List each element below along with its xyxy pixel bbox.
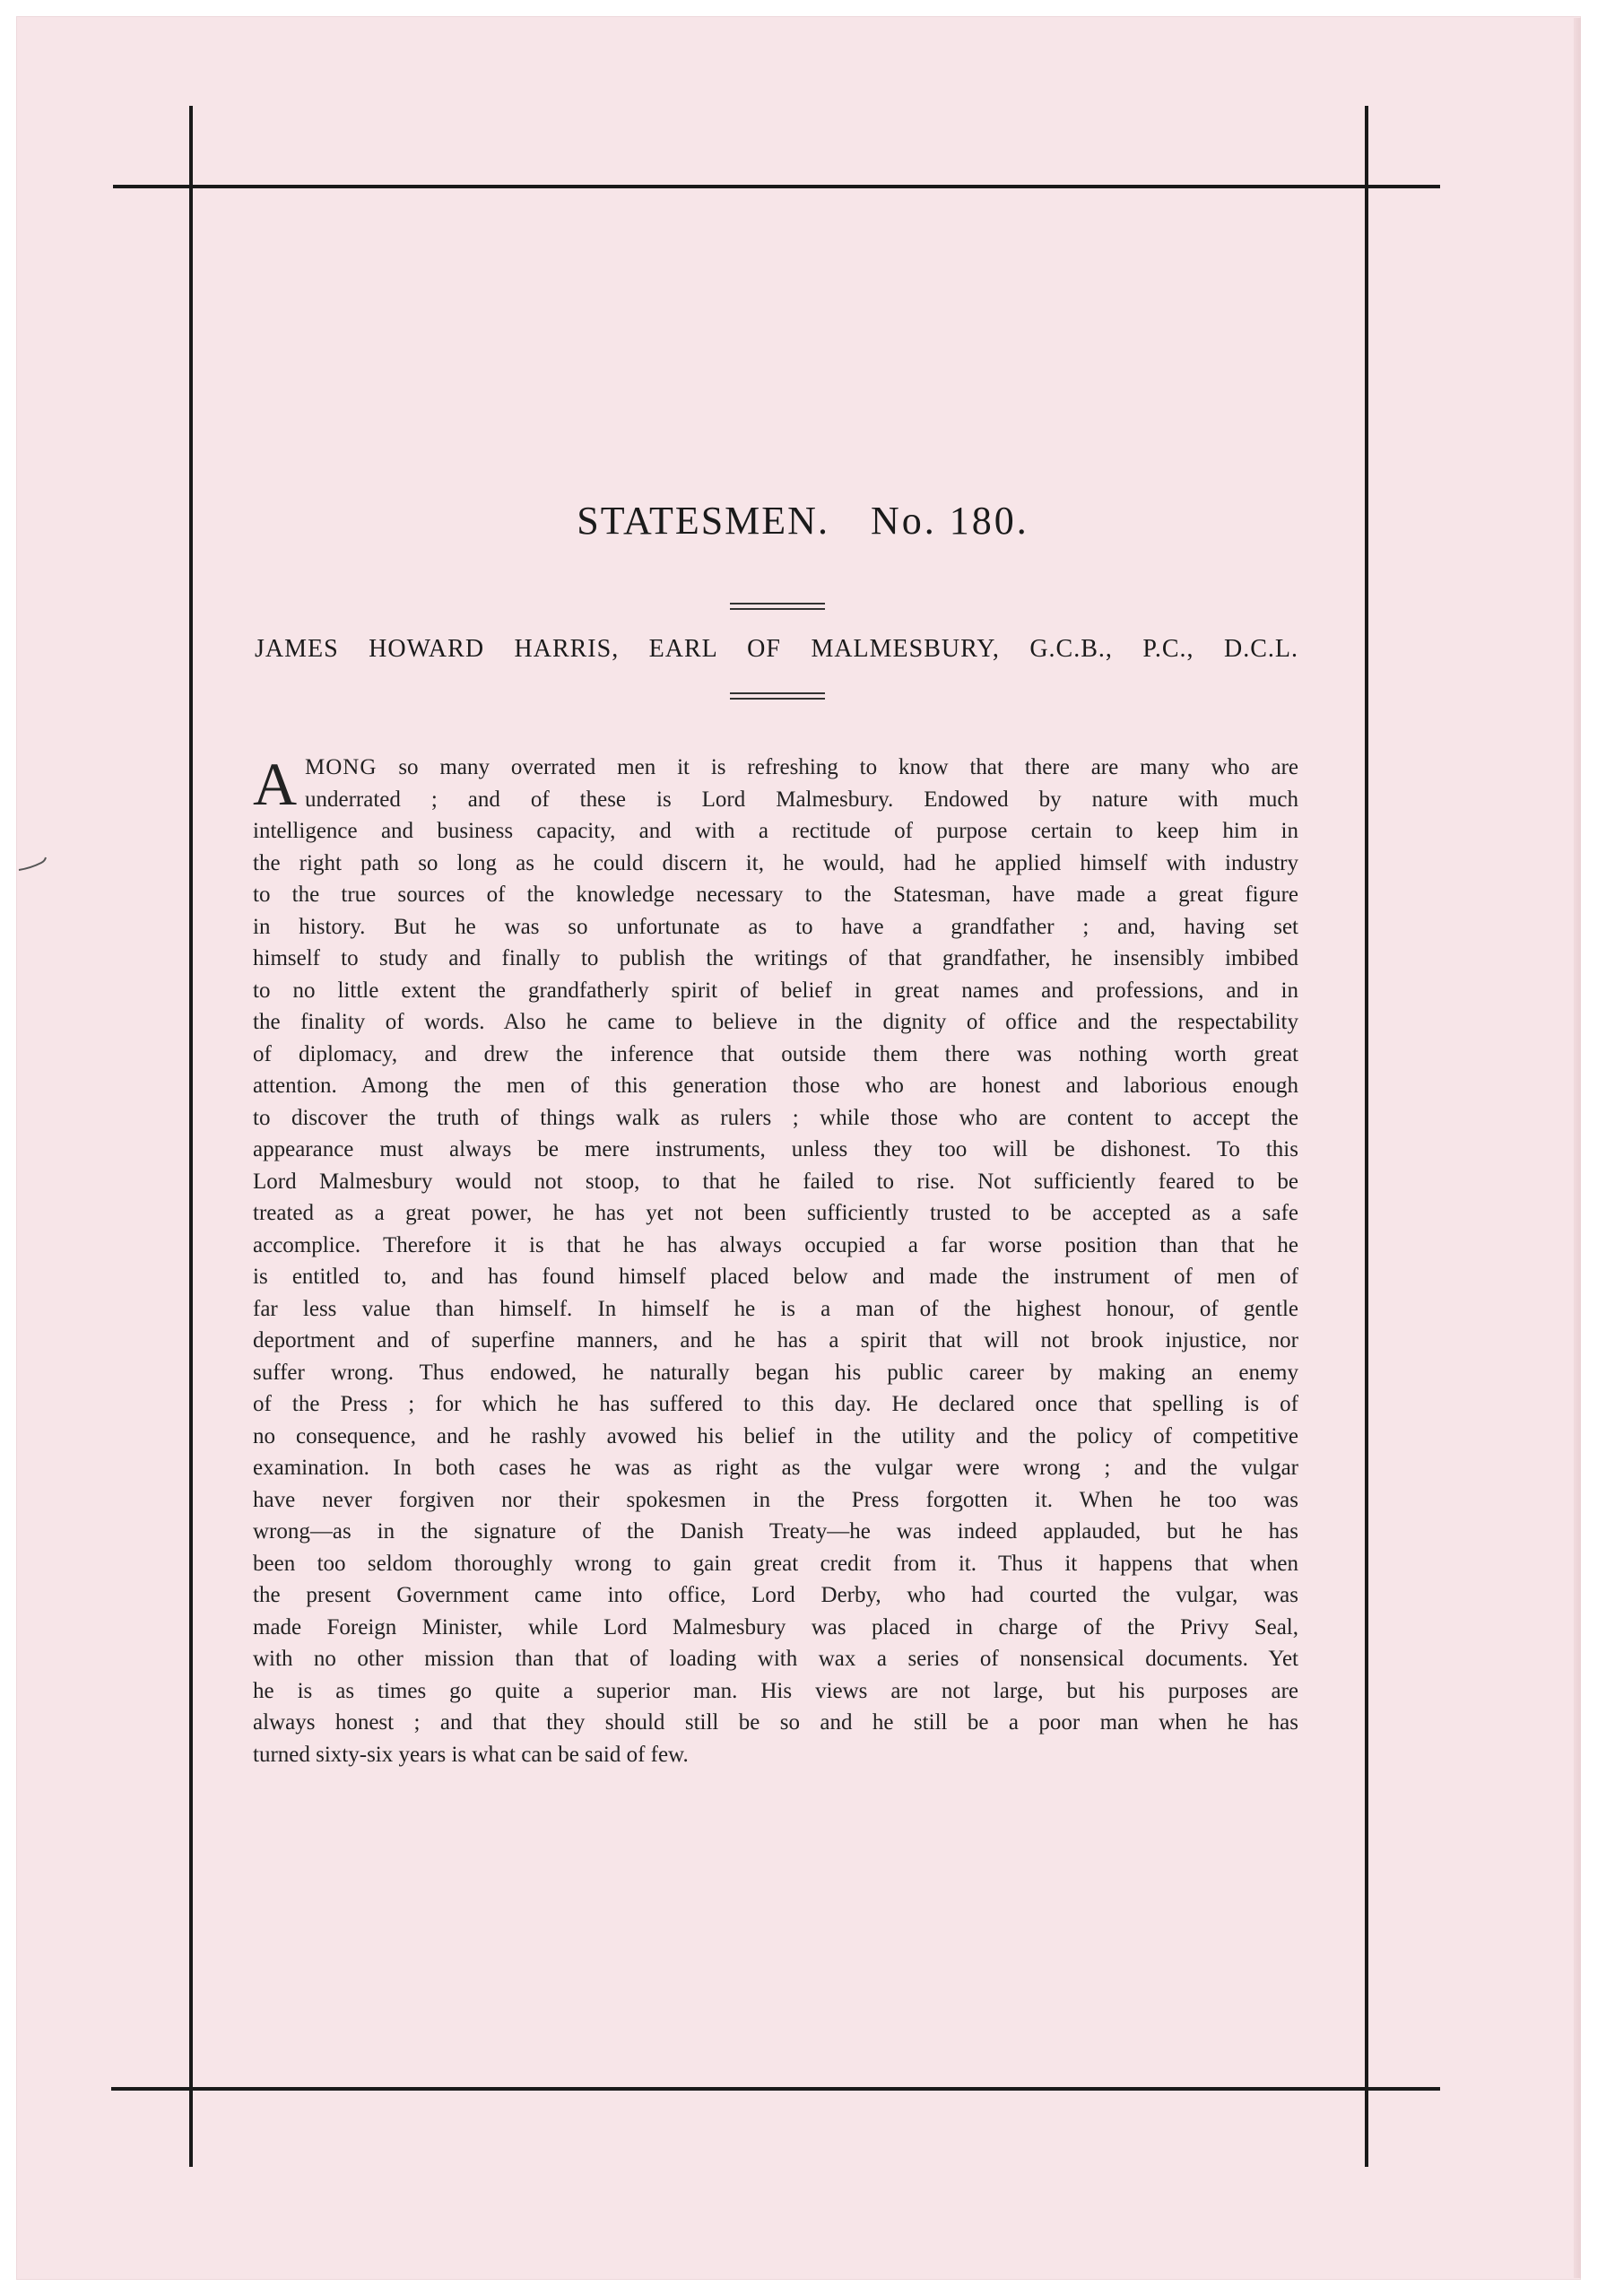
subject-heading: JAMES HOWARD HARRIS, EARL OF MALMESBURY, G.C.B., P.C., D.C.L.	[255, 635, 1298, 663]
body-line: examination. In both cases he was as right as the vulgar were wrong ; and the vulgar	[253, 1456, 1298, 1480]
body-line: suffer wrong. Thus endowed, he naturally began his public career by making an enemy	[253, 1360, 1298, 1385]
pen-mark	[18, 856, 54, 875]
body-line: made Foreign Minister, while Lord Malmesbury was placed in charge of the Privy Seal,	[253, 1614, 1298, 1639]
body-line: is entitled to, and has found himself placed below and made the instrument of men of	[253, 1265, 1298, 1289]
frame-right-rule	[1365, 106, 1368, 2167]
body-line: accomplice. Therefore it is that he has always occupied a far worse position than that he	[253, 1232, 1298, 1257]
body-line: underrated ; and of these is Lord Malmesbury. Endowed by nature with much	[305, 787, 1298, 812]
body-line: the right path so long as he could discern it, he would, had he applied himself with industry	[253, 850, 1298, 875]
body-line: to the true sources of the knowledge necessary to the Statesman, have made a great figure	[253, 883, 1298, 907]
body-line: no consequence, and he rashly avowed his belief in the utility and the policy of competitive	[253, 1423, 1298, 1448]
drop-cap: A	[253, 750, 298, 818]
body-line: himself to study and finally to publish the writings of that grandfather, he insensibly imbibed	[253, 946, 1298, 970]
body-line: the present Government came into office, Lord Derby, who had courted the vulgar, was	[253, 1583, 1298, 1607]
title-number: No. 180.	[870, 499, 1029, 543]
article-body	[253, 752, 1298, 1770]
body-line: appearance must always be mere instruments, unless they too will be dishonest. To this	[253, 1137, 1298, 1161]
body-line: intelligence and business capacity, and with a rectitude of purpose certain to keep him in	[253, 819, 1298, 843]
body-line: of diplomacy, and drew the inference that outside them there was nothing worth great	[253, 1041, 1298, 1066]
ornament-rule-upper	[730, 603, 825, 610]
body-line: to no little extent the grandfatherly spirit of belief in great names and professions, and in	[253, 978, 1298, 1003]
ornament-rule-lower	[730, 692, 825, 700]
body-line: treated as a great power, he has yet not been sufficiently trusted to be accepted as a safe	[253, 1201, 1298, 1225]
page-title	[0, 498, 1606, 544]
title-heading: STATESMEN.	[577, 499, 829, 543]
body-line: to discover the truth of things walk as rulers ; while those who are content to accept the	[253, 1105, 1298, 1130]
paper-edge-shadow	[1574, 18, 1581, 2278]
body-line: turned sixty-six years is what can be said of few.	[253, 1742, 689, 1767]
body-line: Lord Malmesbury would not stoop, to that he failed to rise. Not sufficiently feared to be	[253, 1169, 1298, 1194]
body-line: attention. Among the men of this generation those who are honest and laborious enough	[253, 1074, 1298, 1098]
body-line: have never forgiven nor their spokesmen in the Press forgotten it. When he too was	[253, 1487, 1298, 1512]
frame-left-rule	[189, 106, 193, 2167]
body-line: the finality of words. Also he came to believe in the dignity of office and the respectability	[253, 1010, 1298, 1034]
body-line: always honest ; and that they should still be so and he still be a poor man when he has	[253, 1710, 1298, 1735]
body-line-text: so many overrated men it is refreshing to know that there are many who are	[398, 755, 1298, 779]
body-line: wrong—as in the signature of the Danish Treaty—he was indeed applauded, but he has	[253, 1519, 1298, 1544]
body-line: he is as times go quite a superior man. His views are not large, but his purposes are	[253, 1678, 1298, 1703]
body-line: in history. But he was so unfortunate as to have a grandfather ; and, having set	[253, 914, 1298, 939]
first-word-rest: MONG	[305, 755, 378, 779]
frame-bottom-rule	[111, 2087, 1440, 2091]
body-line: deportment and of superfine manners, and he has a spirit that will not brook injustice, nor	[253, 1328, 1298, 1352]
frame-top-rule	[113, 185, 1440, 188]
body-line: been too seldom thoroughly wrong to gain great credit from it. Thus it happens that when	[253, 1551, 1298, 1576]
body-line: far less value than himself. In himself he is a man of the highest honour, of gentle	[253, 1296, 1298, 1321]
body-line: with no other mission than that of loading with wax a series of nonsensical documents. Yet	[253, 1647, 1298, 1671]
body-line: of the Press ; for which he has suffered to this day. He declared once that spelling is of	[253, 1392, 1298, 1416]
